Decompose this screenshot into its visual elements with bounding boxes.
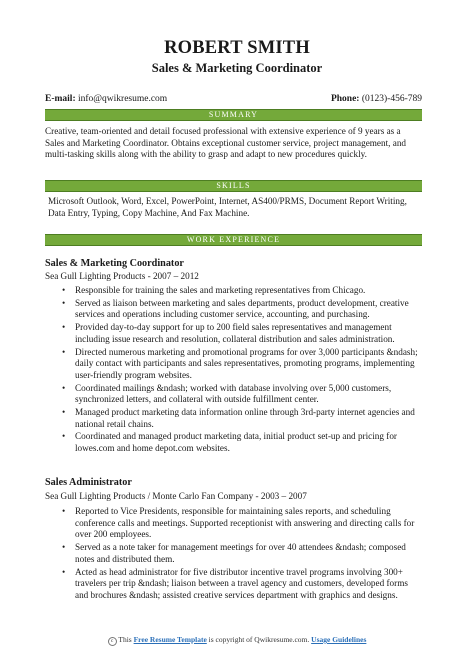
- candidate-name: ROBERT SMITH: [164, 38, 310, 58]
- phone-label: Phone:: [330, 94, 360, 104]
- list-item: • Provided day-to-day support for up to 200 field sales representatives and management including issue research and resolution, collateral distribution and sales administration.: [45, 322, 422, 345]
- phone-contact: [331, 93, 422, 105]
- candidate-title: Sales & Marketing Coordinator: [151, 61, 323, 75]
- email-value[interactable]: info@qwikresume.com: [77, 94, 168, 104]
- phone-value: (0123)-456-789: [361, 94, 422, 104]
- work-experience-heading: WORK EXPERIENCE: [45, 234, 422, 246]
- summary-heading: SUMMARY: [45, 109, 422, 121]
- footer-site: Qwikresume.com.: [254, 635, 310, 644]
- skills-heading: SKILLS: [45, 180, 422, 192]
- skills-text: Microsoft Outlook, Word, Excel, PowerPoint, Internet, AS400/PRMS, Document Report Writing, Data Entry, Typing, Copy Machine, And Fax Machine.: [48, 196, 407, 218]
- job-company: Sea Gull Lighting Products - 2007 – 2012: [45, 271, 199, 281]
- email-label: E-mail:: [45, 94, 76, 104]
- list-item: • Served as liaison between marketing and sales departments, product development, creative services and operations including customer service, accounting, and purchasing.: [45, 298, 422, 321]
- free-resume-template-link[interactable]: Free Resume Template: [133, 635, 207, 644]
- job-title: Sales Administrator: [45, 477, 132, 488]
- copyright-footer: [0, 635, 474, 646]
- job-bullets: [45, 285, 422, 456]
- list-item: • Managed product marketing data information online through 3rd-party internet agencies and national retail chains.: [45, 407, 422, 430]
- job-title: Sales & Marketing Coordinator: [45, 258, 184, 269]
- list-item: • Coordinated mailings &ndash; worked with database involving over 5,000 customers, synchronized letters, and collateral with outside fulfillment center.: [45, 383, 422, 406]
- email-contact: [45, 94, 167, 104]
- list-item: • Served as a note taker for management meetings for over 40 attendees &ndash; composed notes and distributed them.: [45, 542, 422, 565]
- copyright-icon: c: [108, 637, 117, 646]
- usage-guidelines-link[interactable]: Usage Guidelines: [311, 635, 367, 644]
- contact-row: [45, 93, 422, 105]
- summary-text: Creative, team-oriented and detail focused professional with extensive experience of 9 years as a Sales and Marketing Coordinator. Obtains exceptional customer service, project management, and multi-tasking skills along with the ability to grasp and adapt to new procedures quickly.: [45, 126, 407, 160]
- list-item: • Directed numerous marketing and promotional programs for over 3,000 participants &ndash; daily contact with participants and sales representatives, promoting programs, implementing user-friendly program websites.: [45, 347, 422, 382]
- footer-prefix: This: [118, 635, 132, 644]
- list-item: • Responsible for training the sales and marketing representatives from Chicago.: [45, 285, 422, 297]
- job-company: Sea Gull Lighting Products / Monte Carlo Fan Company - 2003 – 2007: [45, 491, 307, 501]
- list-item: • Acted as head administrator for five distributor incentive travel programs involving 300+ travelers per trip &ndash; liaison between a travel agency and customers, developed forms and brochures &ndash; assisted creative services department with graphics and designs.: [45, 567, 422, 602]
- list-item: • Coordinated and managed product marketing data, initial product set-up and pricing for lowes.com and home depot.com websites.: [45, 431, 422, 454]
- job-bullets: [45, 506, 422, 603]
- list-item: • Reported to Vice Presidents, responsible for maintaining sales reports, and scheduling conference calls and meetings. Supported receptionist with answering and directing calls for over 200 employees.: [45, 506, 422, 541]
- footer-middle: is copyright of: [208, 635, 253, 644]
